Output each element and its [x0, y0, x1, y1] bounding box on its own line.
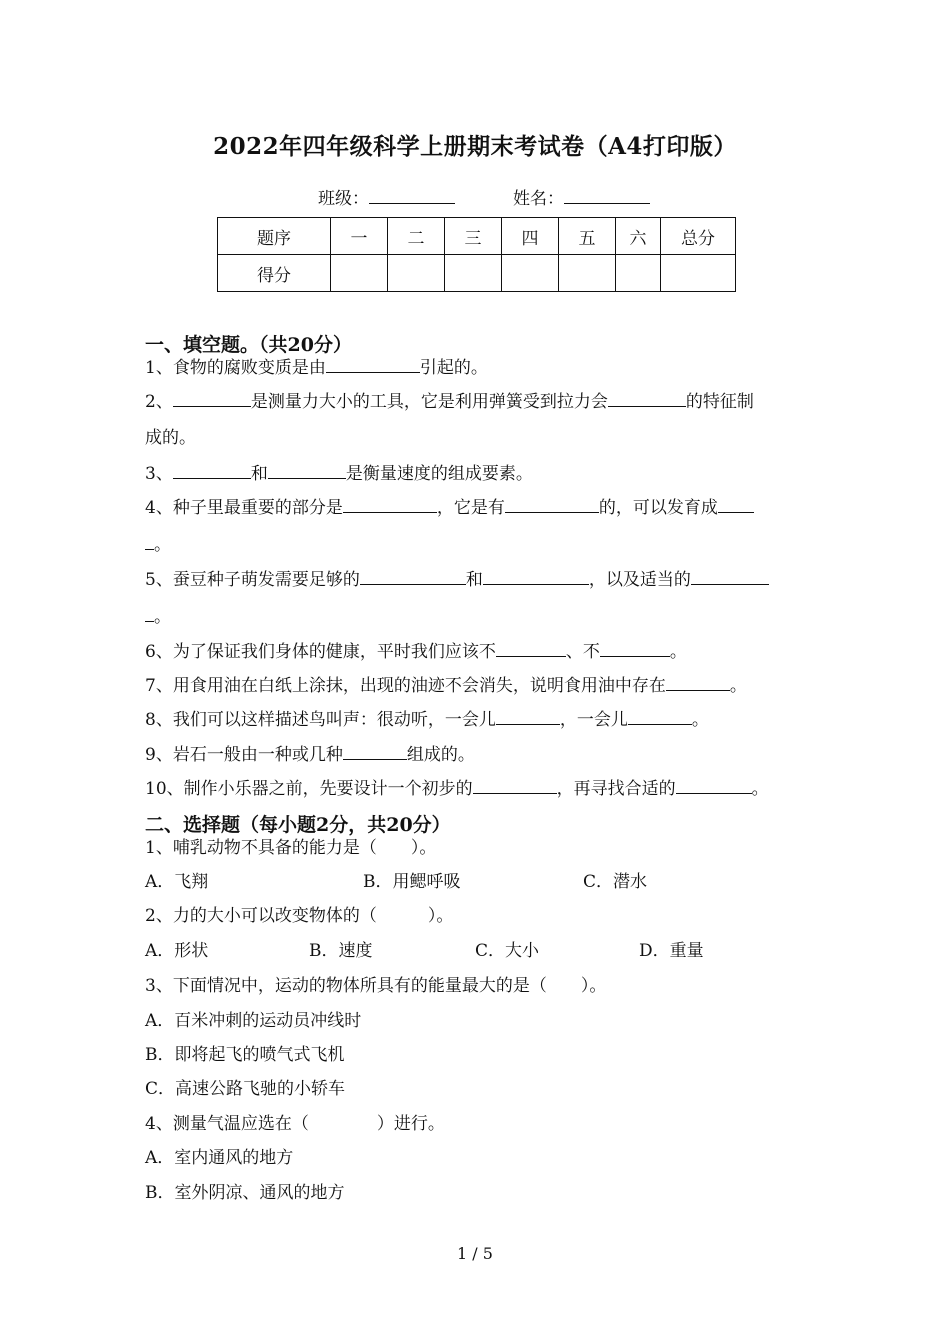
answer-blank[interactable] — [718, 496, 754, 513]
score-table-score-row — [218, 255, 736, 292]
option-a[interactable]: A．室内通风的地方 — [145, 1148, 294, 1168]
fill-question-5-cont: 。 — [145, 605, 171, 628]
answer-blank[interactable] — [473, 777, 557, 794]
fill-question-4: 4、种子里最重要的部分是 ，它是有 的，可以发育成 — [145, 496, 754, 519]
name-blank[interactable] — [564, 185, 650, 204]
score-input-cell[interactable] — [502, 255, 559, 292]
score-cell: 总分 — [661, 218, 736, 255]
fill-question-3: 3、 和 是衡量速度的组成要素。 — [145, 464, 533, 484]
answer-blank[interactable] — [505, 496, 599, 513]
choice-question-2-stem: 2、力的大小可以改变物体的（ ）。 — [145, 906, 454, 926]
option-a[interactable]: A．百米冲刺的运动员冲线时 — [145, 1011, 362, 1031]
score-row-label: 得分 — [218, 255, 331, 292]
class-label: 班级： — [318, 189, 369, 209]
answer-blank[interactable] — [343, 496, 437, 513]
option-b[interactable]: B．用鳃呼吸 — [363, 872, 461, 892]
fill-question-4-cont: 。 — [145, 533, 171, 556]
option-b[interactable]: B．即将起飞的喷气式飞机 — [145, 1045, 345, 1065]
answer-blank[interactable] — [666, 674, 730, 691]
score-input-cell[interactable] — [445, 255, 502, 292]
student-info — [318, 184, 650, 209]
option-c[interactable]: C．高速公路飞驰的小轿车 — [145, 1079, 346, 1099]
section2-heading: 二、选择题（每小题2分，共20分） — [145, 814, 451, 836]
fill-question-2: 2、 是测量力大小的工具，它是利用弹簧受到拉力会 的特征制 — [145, 392, 754, 412]
answer-blank[interactable] — [360, 568, 466, 585]
score-cell: 五 — [559, 218, 616, 255]
option-b[interactable]: B．室外阴凉、通风的地方 — [145, 1183, 345, 1203]
score-cell: 四 — [502, 218, 559, 255]
section1-heading: 一、填空题。（共20分） — [145, 334, 352, 356]
name-label: 姓名： — [513, 189, 564, 209]
fill-question-9: 9、岩石一般由一种或几种 组成的。 — [145, 745, 475, 765]
score-cell: 一 — [331, 218, 388, 255]
score-table — [217, 217, 736, 292]
answer-blank[interactable] — [608, 390, 686, 407]
score-cell: 六 — [616, 218, 661, 255]
score-input-cell[interactable] — [616, 255, 661, 292]
score-input-cell[interactable] — [331, 255, 388, 292]
fill-question-10: 10、制作小乐器之前，先要设计一个初步的 ，再寻找合适的 。 — [145, 779, 769, 799]
fill-question-1: 1、食物的腐败变质是由 引起的。 — [145, 358, 488, 378]
fill-question-6: 6、为了保证我们身体的健康，平时我们应该不 、不 。 — [145, 642, 687, 662]
score-table-header-row — [218, 218, 736, 255]
choice-question-4-stem: 4、测量气温应选在（ ）进行。 — [145, 1114, 445, 1134]
fill-question-2-cont: 成的。 — [145, 428, 196, 448]
score-input-cell[interactable] — [388, 255, 445, 292]
class-blank[interactable] — [369, 185, 455, 204]
option-c[interactable]: C．大小 — [475, 941, 540, 961]
score-input-cell[interactable] — [559, 255, 616, 292]
answer-blank[interactable] — [628, 708, 692, 725]
answer-blank[interactable] — [343, 743, 407, 760]
option-a[interactable]: A．形状 — [145, 941, 209, 961]
answer-blank[interactable] — [268, 462, 346, 479]
score-cell: 三 — [445, 218, 502, 255]
page-number: 1 / 5 — [457, 1244, 493, 1263]
answer-blank[interactable] — [173, 390, 251, 407]
answer-blank[interactable] — [676, 777, 752, 794]
score-cell: 二 — [388, 218, 445, 255]
option-a[interactable]: A．飞翔 — [145, 872, 209, 892]
choice-question-1-stem: 1、哺乳动物不具备的能力是（ ）。 — [145, 838, 437, 858]
answer-blank[interactable] — [173, 462, 251, 479]
option-b[interactable]: B．速度 — [309, 941, 373, 961]
answer-blank[interactable] — [496, 640, 566, 657]
fill-question-7: 7、用食用油在白纸上涂抹，出现的油迹不会消失，说明食用油中存在 。 — [145, 676, 747, 696]
answer-blank[interactable] — [691, 568, 769, 585]
score-cell: 题序 — [218, 218, 331, 255]
option-d[interactable]: D．重量 — [639, 941, 704, 961]
answer-blank[interactable] — [326, 356, 420, 373]
option-c[interactable]: C．潜水 — [583, 872, 648, 892]
fill-question-8: 8、我们可以这样描述鸟叫声：很动听，一会儿 ，一会儿 。 — [145, 710, 709, 730]
choice-question-3-stem: 3、下面情况中，运动的物体所具有的能量最大的是（ ）。 — [145, 976, 607, 996]
answer-blank[interactable] — [600, 640, 670, 657]
score-input-cell[interactable] — [661, 255, 736, 292]
answer-blank[interactable] — [496, 708, 560, 725]
fill-question-5: 5、蚕豆种子萌发需要足够的 和 ，以及适当的 — [145, 568, 769, 591]
page-title: 2022年四年级科学上册期末考试卷（A4打印版） — [213, 133, 737, 160]
answer-blank[interactable] — [483, 568, 589, 585]
